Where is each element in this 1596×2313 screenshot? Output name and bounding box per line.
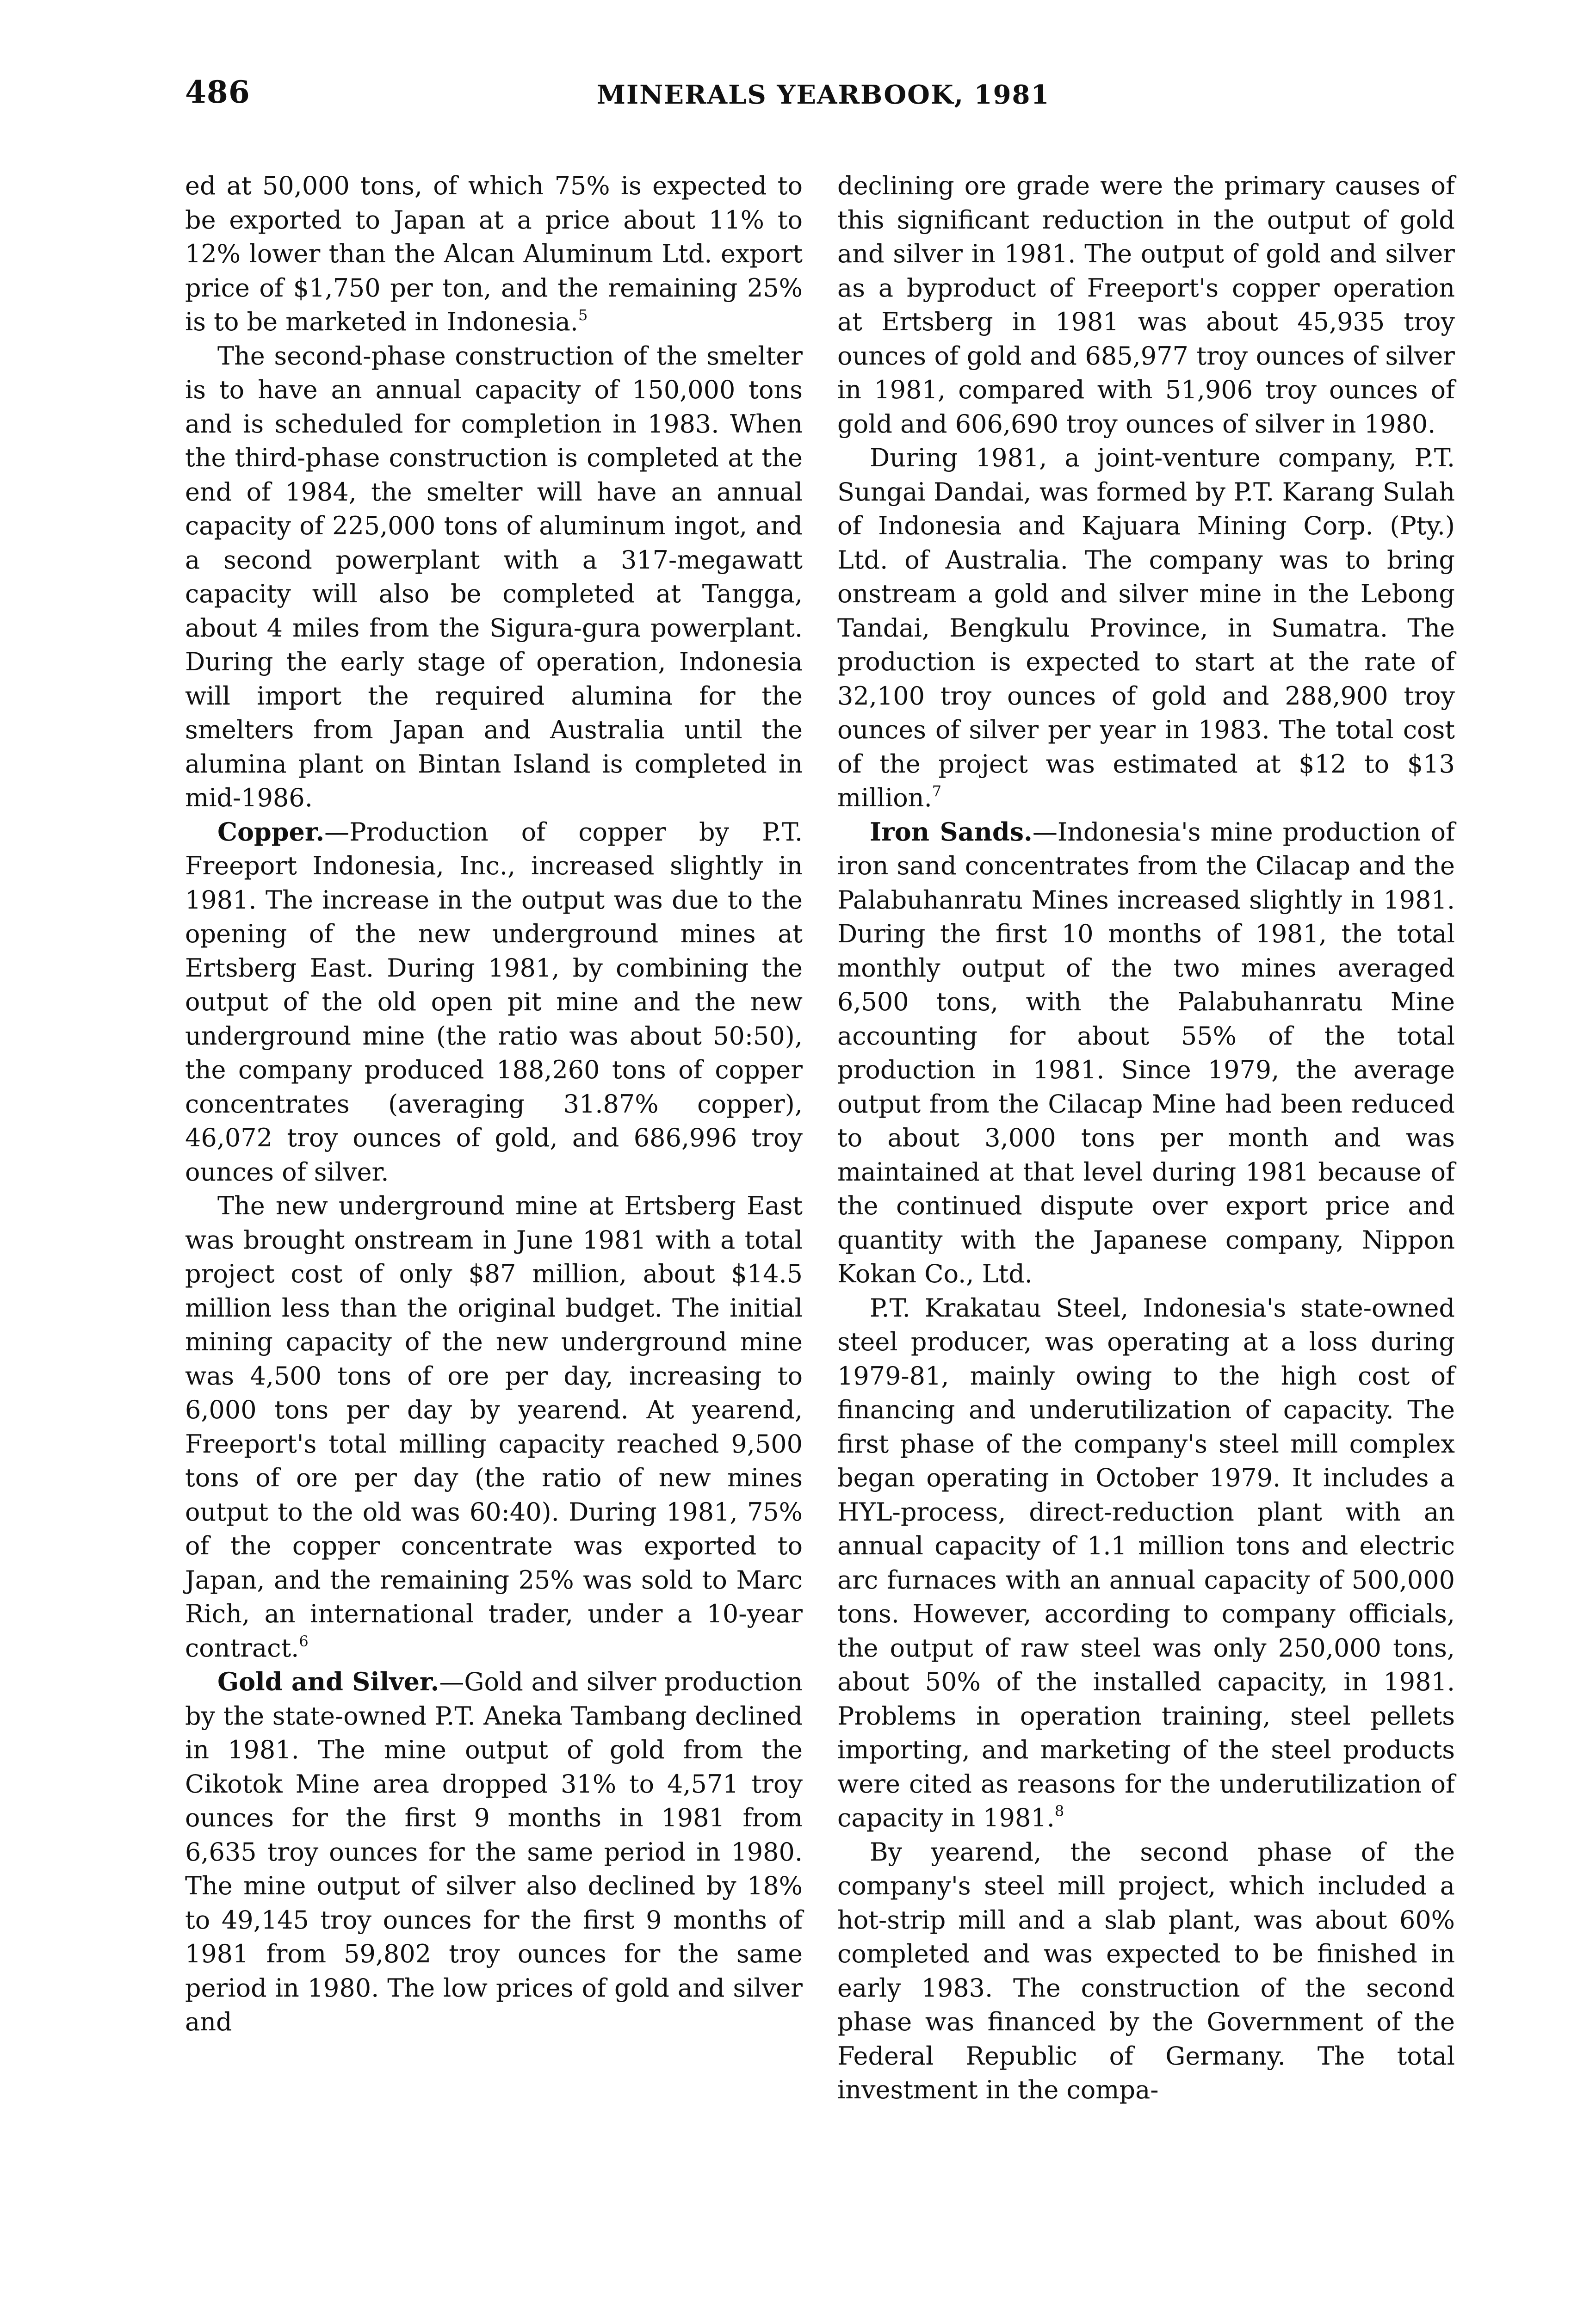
- paragraph-text: P.T. Krakatau Steel, Indonesia's state-owned steel producer, was operating at a loss during 1979-81, mainly owing to the high cost of financing and underutilization of capacity. The first phase of the company's steel mill complex began operating in October 1979. It includes a HYL-process, direct-reduction plant with an annual capacity of 1.1 million tons and electric arc furnaces with an annual capacity of 500,000 tons. However, according to company officials, the output of raw steel was only 250,000 tons, about 50% of the installed capacity, in 1981. Problems in operation training, steel pellets importing, and marketing of the steel products were cited as reasons for the underutilization of capacity in 1981.: [837, 1293, 1455, 1832]
- paragraph-aluminum-export: [185, 169, 803, 339]
- section-heading-iron-sands: Iron Sands.: [870, 816, 1033, 847]
- footnote-ref: 6: [299, 1632, 309, 1650]
- section-heading-copper: Copper.: [217, 816, 325, 847]
- paragraph-gold-silver-decline: declining ore grade were the primary causes of this significant reduction in the output of gold and silver in 1981. The output of gold and silver as a byproduct of Freeport's copper operation at Ertsberg in 1981 was about 45,935 troy ounces of gold and 685,977 troy ounces of silver in 1981, compared with 51,906 troy ounces of gold and 606,690 troy ounces of silver in 1980.: [837, 171, 1455, 439]
- footnote-ref: 7: [932, 782, 942, 800]
- footnote-ref: 8: [1054, 1802, 1064, 1820]
- running-head: MINERALS YEARBOOK, 1981: [597, 80, 1050, 110]
- paragraph-copper: [185, 815, 803, 1189]
- paragraph-smelter-construction: The second-phase construction of the smelter is to have an annual capacity of 150,000 tons and is scheduled for completion in 1983. When the third-phase construction is completed at the end of 1984, the smelter will have an annual capacity of 225,000 tons of aluminum ingot, and a second powerplant with a 317-megawatt capacity will also be completed at Tangga, about 4 miles from the Sigura-gura powerplant. During the early stage of operation, Indonesia will import the required alumina for the smelters from Japan and Australia until the alumina plant on Bintan Island is completed in mid-1986.: [185, 341, 803, 812]
- paragraph-text: —Gold and silver production by the state-owned P.T. Aneka Tambang declined in 1981. The mine output of gold from the Cikotok Mine area dropped 31% to 4,571 troy ounces for the first 9 months in 1981 from 6,635 troy ounces for the same period in 1980. The mine output of silver also declined by 18% to 49,145 troy ounces for the first 9 months of 1981 from 59,802 troy ounces for the same period in 1980. The low prices of gold and silver and: [185, 1667, 803, 2036]
- right-column: [837, 169, 1455, 2107]
- left-column: [185, 169, 803, 2039]
- paragraph-text: —Indonesia's mine production of iron sand concentrates from the Cilacap and the Palabuhanratu Mines increased slightly in 1981. During the first 10 months of 1981, the total monthly output of the two mines averaged 6,500 tons, with the Palabuhanratu Mine accounting for about 55% of the total production in 1981. Since 1979, the average output from the Cilacap Mine had been reduced to about 3,000 tons per month and was maintained at that level during 1981 because of the continued dispute over export price and quantity with the Japanese company, Nippon Kokan Co., Ltd.: [837, 817, 1455, 1288]
- paragraph-text: ed at 50,000 tons, of which 75% is expected to be exported to Japan at a price about 11% to 12% lower than the Alcan Aluminum Ltd. export price of $1,750 per ton, and the remaining 25% is to be marketed in Indonesia.: [185, 171, 803, 336]
- paragraph-sungai-dandai: [837, 441, 1455, 815]
- paragraph-iron-sands: [837, 815, 1455, 1291]
- paragraph-ertsberg-mine: [185, 1189, 803, 1665]
- paragraph-second-phase: By yearend, the second phase of the company's steel mill project, which included a hot-strip mill and a slab plant, was about 60% completed and was expected to be finished in early 1983. The construction of the second phase was financed by the Government of the Federal Republic of Germany. The total investment in the compa-: [837, 1837, 1455, 2104]
- page-number: 486: [185, 74, 250, 110]
- paragraph-gold-silver: [185, 1665, 803, 2039]
- section-heading-gold-silver: Gold and Silver.: [217, 1667, 439, 1696]
- footnote-ref: 5: [578, 306, 588, 324]
- paragraph-text: The new underground mine at Ertsberg East was brought onstream in June 1981 with a total project cost of only $87 million, about $14.5 million less than the original budget. The initial mining capacity of the new underground mine was 4,500 tons of ore per day, increasing to 6,000 tons per day by yearend. At yearend, Freeport's total milling capacity reached 9,500 tons of ore per day (the ratio of new mines output to the old was 60:40). During 1981, 75% of the copper concentrate was exported to Japan, and the remaining 25% was sold to Marc Rich, an international trader, under a 10-year contract.: [185, 1191, 803, 1663]
- paragraph-text: During 1981, a joint-venture company, P.T. Sungai Dandai, was formed by P.T. Karang Sulah of Indonesia and Kajuara Mining Corp. (Pty.) Ltd. of Australia. The company was to bring onstream a gold and silver mine in the Lebong Tandai, Bengkulu Province, in Sumatra. The production is expected to start at the rate of 32,100 troy ounces of gold and 288,900 troy ounces of silver per year in 1983. The total cost of the project was estimated at $12 to $13 million.: [837, 443, 1455, 812]
- paragraph-text: —Production of copper by P.T. Freeport Indonesia, Inc., increased slightly in 1981. The increase in the output was due to the opening of the new underground mines at Ertsberg East. During 1981, by combining the output of the old open pit mine and the new underground mine (the ratio was about 50:50), the company produced 188,260 tons of copper concentrates (averaging 31.87% copper), 46,072 troy ounces of gold, and 686,996 troy ounces of silver.: [185, 817, 803, 1187]
- paragraph-krakatau-steel: [837, 1291, 1455, 1835]
